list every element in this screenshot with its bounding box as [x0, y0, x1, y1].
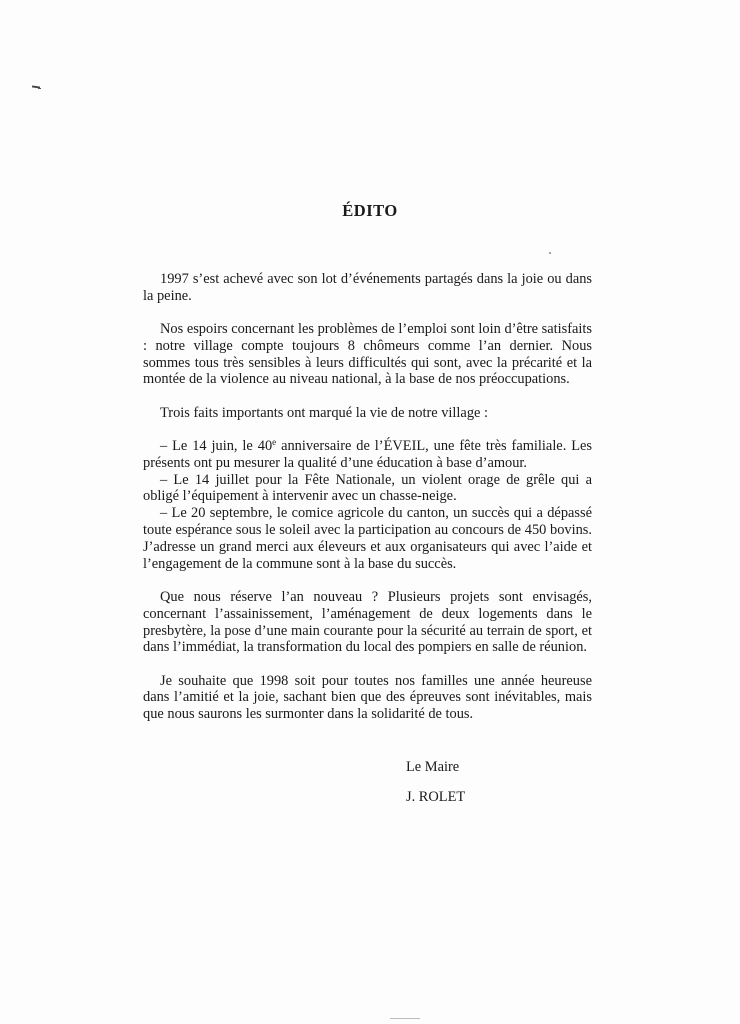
paragraph-employment: Nos espoirs concernant les problèmes de l’emploi sont loin d’être satisfaits : notre village compte toujours 8 chômeurs comme l’an dernier. Nous sommes tous très sensibles à leurs difficultés qui sont, avec la précarité et la montée de la violence au niveau national, à la base de nos préoccupations. [143, 321, 592, 388]
paragraph-events-intro: Trois faits importants ont marqué la vie de notre village : [160, 404, 488, 421]
page-title: ÉDITO [342, 201, 398, 220]
document-body [143, 271, 592, 740]
ordinal-superscript: e [272, 437, 277, 448]
scan-mark-tail [38, 88, 41, 89]
signature-name: J. ROLET [406, 789, 466, 805]
scan-edge-line [390, 1018, 420, 1019]
event-item-july: – Le 14 juillet pour la Fête Nationale, un violent orage de grêle qui a obligé l’équipement à intervenir avec un chasse-neige. [143, 471, 592, 505]
paragraph-new-year-projects: Que nous réserve l’an nouveau ? Plusieurs projets sont envisagés, concernant l’assainissement, l’aménagement de deux logements dans le presbytère, la pose d’une main courante pour la sécurité au terrain de sport, et dans l’immédiat, la transformation du local des pompiers en salle de réunion. [143, 588, 592, 656]
event-june-start: – Le 14 juin, le 40 [160, 438, 273, 455]
events-list [143, 438, 592, 572]
signature-role: Le Maire [406, 759, 460, 775]
paragraph-intro: 1997 s’est achevé avec son lot d’événements partagés dans la joie ou dans la peine. [143, 271, 592, 304]
paragraph-wishes: Je souhaite que 1998 soit pour toutes nos familles une année heureuse dans l’amitié et la joie, sachant bien que des épreuves sont inévitables, mais que nous saurons les surmonter dans la solidarité de tous. [143, 672, 592, 723]
scan-speck [549, 252, 551, 254]
event-june-rest: anniversaire de l’ÉVEIL, une fête très familiale. Les présents ont pu mesurer la qualité d’une éducation à base d’amour. [143, 438, 592, 471]
event-item-september: – Le 20 septembre, le comice agricole du canton, un succès qui a dépassé toute espérance sous le soleil avec la participation au concours de 450 bovins. J’adresse un grand merci aux éleveurs et aux organisateurs qui avec l’aide et l’engagement de la commune sont à la base du succès. [143, 505, 592, 572]
event-item-june [143, 438, 592, 472]
